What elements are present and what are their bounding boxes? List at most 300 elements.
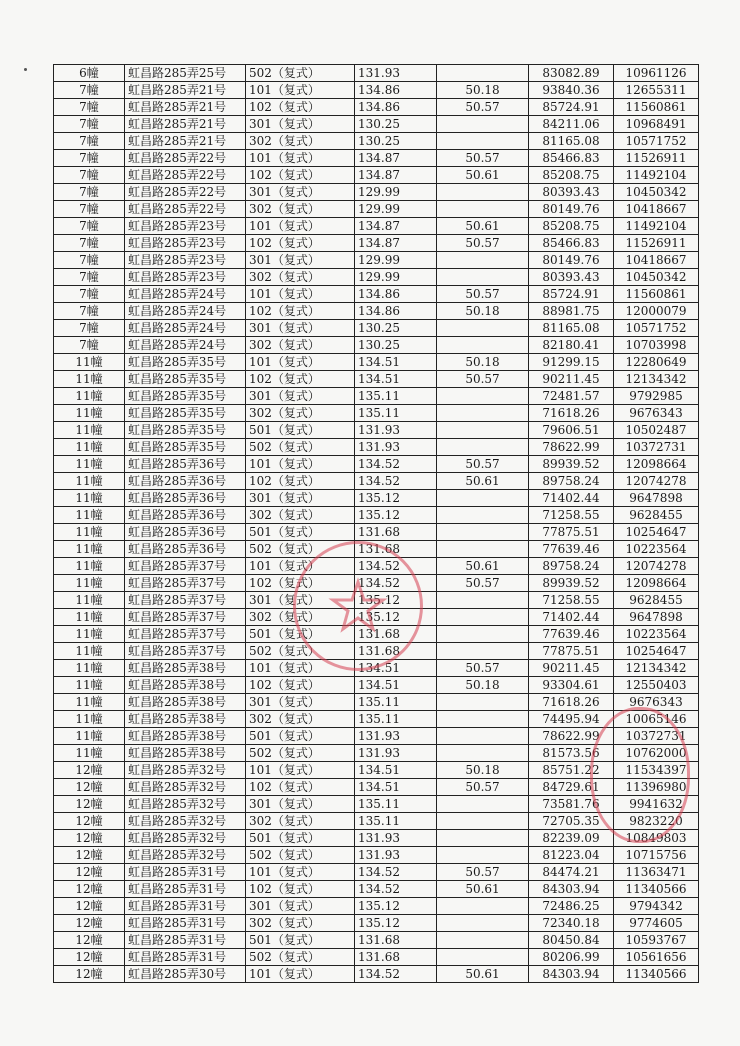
unit-cell: 302（复式） xyxy=(246,405,355,422)
table-row xyxy=(54,660,699,677)
unit-cell: 302（复式） xyxy=(246,269,355,286)
total-price-cell: 11492104 xyxy=(614,218,699,235)
table-row xyxy=(54,847,699,864)
table-row xyxy=(54,473,699,490)
area-cell: 134.86 xyxy=(355,82,437,99)
building-cell: 11幢 xyxy=(54,609,125,626)
building-cell: 7幢 xyxy=(54,218,125,235)
unit-price-cell: 72340.18 xyxy=(529,915,614,932)
total-price-cell: 11492104 xyxy=(614,167,699,184)
table-row xyxy=(54,99,699,116)
building-cell: 7幢 xyxy=(54,116,125,133)
extra-area-cell xyxy=(437,592,529,609)
unit-price-cell: 91299.15 xyxy=(529,354,614,371)
building-cell: 7幢 xyxy=(54,82,125,99)
total-price-cell: 12655311 xyxy=(614,82,699,99)
table-row xyxy=(54,286,699,303)
unit-price-cell: 81573.56 xyxy=(529,745,614,762)
total-price-cell: 11340566 xyxy=(614,881,699,898)
unit-cell: 302（复式） xyxy=(246,337,355,354)
extra-area-cell xyxy=(437,847,529,864)
area-cell: 134.52 xyxy=(355,558,437,575)
unit-cell: 302（复式） xyxy=(246,507,355,524)
unit-cell: 502（复式） xyxy=(246,745,355,762)
building-cell: 11幢 xyxy=(54,507,125,524)
extra-area-cell: 50.57 xyxy=(437,235,529,252)
address-cell: 虹昌路285弄35号 xyxy=(125,439,246,456)
unit-price-cell: 83082.89 xyxy=(529,65,614,82)
unit-price-cell: 71618.26 xyxy=(529,694,614,711)
building-cell: 11幢 xyxy=(54,558,125,575)
extra-area-cell xyxy=(437,626,529,643)
building-cell: 11幢 xyxy=(54,490,125,507)
area-cell: 134.51 xyxy=(355,677,437,694)
area-cell: 134.87 xyxy=(355,167,437,184)
address-cell: 虹昌路285弄38号 xyxy=(125,711,246,728)
building-cell: 12幢 xyxy=(54,796,125,813)
address-cell: 虹昌路285弄36号 xyxy=(125,524,246,541)
unit-cell: 502（复式） xyxy=(246,439,355,456)
unit-price-cell: 90211.45 xyxy=(529,371,614,388)
total-price-cell: 10502487 xyxy=(614,422,699,439)
area-cell: 130.25 xyxy=(355,133,437,150)
table-row xyxy=(54,711,699,728)
total-price-cell: 10254647 xyxy=(614,524,699,541)
address-cell: 虹昌路285弄36号 xyxy=(125,541,246,558)
unit-price-cell: 71618.26 xyxy=(529,405,614,422)
table-row xyxy=(54,422,699,439)
table-row xyxy=(54,881,699,898)
building-cell: 6幢 xyxy=(54,65,125,82)
building-cell: 12幢 xyxy=(54,915,125,932)
extra-area-cell xyxy=(437,915,529,932)
table-row xyxy=(54,303,699,320)
building-cell: 11幢 xyxy=(54,711,125,728)
table-row xyxy=(54,133,699,150)
total-price-cell: 10762000 xyxy=(614,745,699,762)
total-price-cell: 12280649 xyxy=(614,354,699,371)
address-cell: 虹昌路285弄32号 xyxy=(125,762,246,779)
total-price-cell: 9941632 xyxy=(614,796,699,813)
extra-area-cell xyxy=(437,490,529,507)
table-row xyxy=(54,779,699,796)
address-cell: 虹昌路285弄38号 xyxy=(125,677,246,694)
extra-area-cell xyxy=(437,507,529,524)
address-cell: 虹昌路285弄30号 xyxy=(125,966,246,983)
table-row xyxy=(54,65,699,82)
unit-price-cell: 71402.44 xyxy=(529,609,614,626)
extra-area-cell xyxy=(437,388,529,405)
total-price-cell: 12134342 xyxy=(614,660,699,677)
total-price-cell: 10065146 xyxy=(614,711,699,728)
area-cell: 130.25 xyxy=(355,337,437,354)
total-price-cell: 11363471 xyxy=(614,864,699,881)
area-cell: 131.68 xyxy=(355,949,437,966)
area-cell: 135.12 xyxy=(355,507,437,524)
unit-cell: 102（复式） xyxy=(246,235,355,252)
area-cell: 134.51 xyxy=(355,779,437,796)
total-price-cell: 9774605 xyxy=(614,915,699,932)
total-price-cell: 10223564 xyxy=(614,626,699,643)
area-cell: 134.51 xyxy=(355,371,437,388)
extra-area-cell xyxy=(437,252,529,269)
area-cell: 134.52 xyxy=(355,473,437,490)
building-cell: 11幢 xyxy=(54,575,125,592)
unit-price-cell: 80393.43 xyxy=(529,184,614,201)
total-price-cell: 9647898 xyxy=(614,490,699,507)
extra-area-cell xyxy=(437,728,529,745)
unit-cell: 302（复式） xyxy=(246,813,355,830)
area-cell: 131.93 xyxy=(355,439,437,456)
unit-price-cell: 85208.75 xyxy=(529,218,614,235)
unit-price-cell: 90211.45 xyxy=(529,660,614,677)
unit-cell: 301（复式） xyxy=(246,694,355,711)
unit-cell: 101（复式） xyxy=(246,864,355,881)
address-cell: 虹昌路285弄31号 xyxy=(125,898,246,915)
unit-cell: 501（复式） xyxy=(246,626,355,643)
unit-price-cell: 77875.51 xyxy=(529,643,614,660)
address-cell: 虹昌路285弄38号 xyxy=(125,728,246,745)
table-row xyxy=(54,82,699,99)
price-list-table xyxy=(53,64,699,983)
unit-price-cell: 81223.04 xyxy=(529,847,614,864)
table-row xyxy=(54,235,699,252)
unit-cell: 102（复式） xyxy=(246,371,355,388)
extra-area-cell: 50.57 xyxy=(437,150,529,167)
extra-area-cell xyxy=(437,541,529,558)
table-row xyxy=(54,201,699,218)
total-price-cell: 11560861 xyxy=(614,286,699,303)
area-cell: 134.51 xyxy=(355,660,437,677)
table-row xyxy=(54,167,699,184)
area-cell: 135.12 xyxy=(355,915,437,932)
building-cell: 12幢 xyxy=(54,847,125,864)
building-cell: 11幢 xyxy=(54,643,125,660)
total-price-cell: 11340566 xyxy=(614,966,699,983)
unit-price-cell: 84303.94 xyxy=(529,881,614,898)
building-cell: 11幢 xyxy=(54,405,125,422)
table-row xyxy=(54,439,699,456)
address-cell: 虹昌路285弄24号 xyxy=(125,286,246,303)
total-price-cell: 10849803 xyxy=(614,830,699,847)
unit-cell: 102（复式） xyxy=(246,677,355,694)
unit-cell: 502（复式） xyxy=(246,949,355,966)
address-cell: 虹昌路285弄35号 xyxy=(125,388,246,405)
unit-price-cell: 80149.76 xyxy=(529,201,614,218)
address-cell: 虹昌路285弄21号 xyxy=(125,82,246,99)
extra-area-cell: 50.18 xyxy=(437,303,529,320)
building-cell: 11幢 xyxy=(54,694,125,711)
address-cell: 虹昌路285弄36号 xyxy=(125,473,246,490)
unit-price-cell: 81165.08 xyxy=(529,320,614,337)
building-cell: 7幢 xyxy=(54,269,125,286)
extra-area-cell xyxy=(437,116,529,133)
building-cell: 7幢 xyxy=(54,184,125,201)
unit-price-cell: 72705.35 xyxy=(529,813,614,830)
address-cell: 虹昌路285弄38号 xyxy=(125,660,246,677)
total-price-cell: 11534397 xyxy=(614,762,699,779)
total-price-cell: 10703998 xyxy=(614,337,699,354)
area-cell: 135.11 xyxy=(355,796,437,813)
building-cell: 11幢 xyxy=(54,745,125,762)
address-cell: 虹昌路285弄21号 xyxy=(125,99,246,116)
unit-price-cell: 89939.52 xyxy=(529,575,614,592)
extra-area-cell xyxy=(437,932,529,949)
extra-area-cell xyxy=(437,524,529,541)
table-row xyxy=(54,184,699,201)
address-cell: 虹昌路285弄22号 xyxy=(125,167,246,184)
table-row xyxy=(54,830,699,847)
address-cell: 虹昌路285弄23号 xyxy=(125,269,246,286)
address-cell: 虹昌路285弄37号 xyxy=(125,575,246,592)
building-cell: 7幢 xyxy=(54,150,125,167)
unit-cell: 502（复式） xyxy=(246,847,355,864)
address-cell: 虹昌路285弄25号 xyxy=(125,65,246,82)
unit-cell: 301（复式） xyxy=(246,320,355,337)
total-price-cell: 10450342 xyxy=(614,269,699,286)
total-price-cell: 9823220 xyxy=(614,813,699,830)
unit-price-cell: 74495.94 xyxy=(529,711,614,728)
area-cell: 129.99 xyxy=(355,252,437,269)
unit-cell: 302（复式） xyxy=(246,133,355,150)
total-price-cell: 11526911 xyxy=(614,235,699,252)
building-cell: 11幢 xyxy=(54,473,125,490)
building-cell: 11幢 xyxy=(54,728,125,745)
table-row xyxy=(54,116,699,133)
address-cell: 虹昌路285弄35号 xyxy=(125,354,246,371)
address-cell: 虹昌路285弄37号 xyxy=(125,609,246,626)
extra-area-cell xyxy=(437,422,529,439)
total-price-cell: 12074278 xyxy=(614,558,699,575)
address-cell: 虹昌路285弄38号 xyxy=(125,694,246,711)
building-cell: 12幢 xyxy=(54,864,125,881)
total-price-cell: 10968491 xyxy=(614,116,699,133)
extra-area-cell xyxy=(437,439,529,456)
table-row xyxy=(54,796,699,813)
total-price-cell: 10571752 xyxy=(614,133,699,150)
building-cell: 7幢 xyxy=(54,303,125,320)
extra-area-cell: 50.57 xyxy=(437,286,529,303)
extra-area-cell: 50.57 xyxy=(437,456,529,473)
area-cell: 134.52 xyxy=(355,575,437,592)
address-cell: 虹昌路285弄24号 xyxy=(125,320,246,337)
building-cell: 12幢 xyxy=(54,932,125,949)
table-row xyxy=(54,150,699,167)
unit-price-cell: 93304.61 xyxy=(529,677,614,694)
table-row xyxy=(54,762,699,779)
area-cell: 135.12 xyxy=(355,609,437,626)
unit-price-cell: 85724.91 xyxy=(529,99,614,116)
table-row xyxy=(54,388,699,405)
unit-cell: 501（复式） xyxy=(246,830,355,847)
unit-price-cell: 77639.46 xyxy=(529,626,614,643)
table-row xyxy=(54,252,699,269)
total-price-cell: 10372731 xyxy=(614,439,699,456)
address-cell: 虹昌路285弄31号 xyxy=(125,915,246,932)
table-row xyxy=(54,932,699,949)
unit-cell: 101（复式） xyxy=(246,558,355,575)
area-cell: 134.86 xyxy=(355,303,437,320)
total-price-cell: 10223564 xyxy=(614,541,699,558)
total-price-cell: 10715756 xyxy=(614,847,699,864)
building-cell: 7幢 xyxy=(54,286,125,303)
address-cell: 虹昌路285弄37号 xyxy=(125,558,246,575)
unit-price-cell: 82180.41 xyxy=(529,337,614,354)
building-cell: 11幢 xyxy=(54,541,125,558)
scan-dot xyxy=(24,68,27,71)
extra-area-cell xyxy=(437,796,529,813)
extra-area-cell: 50.57 xyxy=(437,779,529,796)
unit-price-cell: 84303.94 xyxy=(529,966,614,983)
unit-price-cell: 85751.22 xyxy=(529,762,614,779)
area-cell: 131.93 xyxy=(355,847,437,864)
building-cell: 12幢 xyxy=(54,813,125,830)
extra-area-cell: 50.18 xyxy=(437,82,529,99)
address-cell: 虹昌路285弄35号 xyxy=(125,405,246,422)
area-cell: 134.87 xyxy=(355,150,437,167)
extra-area-cell xyxy=(437,898,529,915)
address-cell: 虹昌路285弄24号 xyxy=(125,337,246,354)
unit-cell: 102（复式） xyxy=(246,473,355,490)
total-price-cell: 10450342 xyxy=(614,184,699,201)
extra-area-cell xyxy=(437,609,529,626)
unit-cell: 501（复式） xyxy=(246,728,355,745)
area-cell: 131.68 xyxy=(355,643,437,660)
unit-cell: 102（复式） xyxy=(246,779,355,796)
total-price-cell: 9676343 xyxy=(614,694,699,711)
unit-cell: 101（复式） xyxy=(246,82,355,99)
extra-area-cell xyxy=(437,320,529,337)
building-cell: 12幢 xyxy=(54,881,125,898)
address-cell: 虹昌路285弄31号 xyxy=(125,864,246,881)
extra-area-cell: 50.57 xyxy=(437,575,529,592)
unit-cell: 102（复式） xyxy=(246,303,355,320)
address-cell: 虹昌路285弄32号 xyxy=(125,779,246,796)
address-cell: 虹昌路285弄21号 xyxy=(125,133,246,150)
total-price-cell: 9792985 xyxy=(614,388,699,405)
total-price-cell: 10571752 xyxy=(614,320,699,337)
unit-price-cell: 77639.46 xyxy=(529,541,614,558)
area-cell: 131.68 xyxy=(355,626,437,643)
area-cell: 131.68 xyxy=(355,541,437,558)
building-cell: 7幢 xyxy=(54,320,125,337)
total-price-cell: 11396980 xyxy=(614,779,699,796)
unit-cell: 302（复式） xyxy=(246,609,355,626)
unit-price-cell: 84474.21 xyxy=(529,864,614,881)
building-cell: 12幢 xyxy=(54,830,125,847)
area-cell: 131.68 xyxy=(355,932,437,949)
total-price-cell: 10418667 xyxy=(614,201,699,218)
unit-cell: 101（复式） xyxy=(246,286,355,303)
table-row xyxy=(54,524,699,541)
total-price-cell: 12098664 xyxy=(614,456,699,473)
unit-price-cell: 85466.83 xyxy=(529,150,614,167)
total-price-cell: 12098664 xyxy=(614,575,699,592)
table-row xyxy=(54,592,699,609)
extra-area-cell xyxy=(437,405,529,422)
extra-area-cell: 50.18 xyxy=(437,762,529,779)
table-row xyxy=(54,541,699,558)
building-cell: 11幢 xyxy=(54,422,125,439)
extra-area-cell xyxy=(437,269,529,286)
unit-cell: 101（复式） xyxy=(246,354,355,371)
area-cell: 135.11 xyxy=(355,388,437,405)
unit-price-cell: 89939.52 xyxy=(529,456,614,473)
unit-cell: 502（复式） xyxy=(246,65,355,82)
unit-price-cell: 72481.57 xyxy=(529,388,614,405)
address-cell: 虹昌路285弄38号 xyxy=(125,745,246,762)
extra-area-cell: 50.57 xyxy=(437,660,529,677)
total-price-cell: 11560861 xyxy=(614,99,699,116)
extra-area-cell: 50.57 xyxy=(437,864,529,881)
table-row xyxy=(54,643,699,660)
unit-price-cell: 71402.44 xyxy=(529,490,614,507)
total-price-cell: 10254647 xyxy=(614,643,699,660)
unit-cell: 102（复式） xyxy=(246,167,355,184)
address-cell: 虹昌路285弄31号 xyxy=(125,932,246,949)
unit-price-cell: 72486.25 xyxy=(529,898,614,915)
extra-area-cell: 50.61 xyxy=(437,473,529,490)
extra-area-cell: 50.61 xyxy=(437,558,529,575)
address-cell: 虹昌路285弄21号 xyxy=(125,116,246,133)
building-cell: 11幢 xyxy=(54,660,125,677)
unit-cell: 102（复式） xyxy=(246,99,355,116)
unit-price-cell: 85208.75 xyxy=(529,167,614,184)
table-row xyxy=(54,320,699,337)
unit-cell: 301（复式） xyxy=(246,796,355,813)
area-cell: 135.11 xyxy=(355,813,437,830)
area-cell: 129.99 xyxy=(355,269,437,286)
unit-cell: 102（复式） xyxy=(246,575,355,592)
area-cell: 131.93 xyxy=(355,830,437,847)
address-cell: 虹昌路285弄36号 xyxy=(125,507,246,524)
building-cell: 12幢 xyxy=(54,898,125,915)
table-row xyxy=(54,694,699,711)
table-row xyxy=(54,966,699,983)
unit-price-cell: 77875.51 xyxy=(529,524,614,541)
area-cell: 134.87 xyxy=(355,235,437,252)
building-cell: 11幢 xyxy=(54,439,125,456)
unit-cell: 101（复式） xyxy=(246,762,355,779)
unit-cell: 301（复式） xyxy=(246,490,355,507)
unit-price-cell: 84211.06 xyxy=(529,116,614,133)
building-cell: 11幢 xyxy=(54,354,125,371)
total-price-cell: 12000079 xyxy=(614,303,699,320)
total-price-cell: 12074278 xyxy=(614,473,699,490)
extra-area-cell xyxy=(437,694,529,711)
address-cell: 虹昌路285弄37号 xyxy=(125,626,246,643)
building-cell: 11幢 xyxy=(54,456,125,473)
address-cell: 虹昌路285弄32号 xyxy=(125,847,246,864)
total-price-cell: 10561656 xyxy=(614,949,699,966)
unit-cell: 101（复式） xyxy=(246,456,355,473)
table-row xyxy=(54,507,699,524)
address-cell: 虹昌路285弄22号 xyxy=(125,184,246,201)
table-row xyxy=(54,354,699,371)
unit-price-cell: 93840.36 xyxy=(529,82,614,99)
building-cell: 11幢 xyxy=(54,388,125,405)
table-row xyxy=(54,405,699,422)
area-cell: 131.93 xyxy=(355,65,437,82)
unit-cell: 302（复式） xyxy=(246,711,355,728)
building-cell: 12幢 xyxy=(54,762,125,779)
building-cell: 7幢 xyxy=(54,337,125,354)
area-cell: 134.52 xyxy=(355,966,437,983)
address-cell: 虹昌路285弄32号 xyxy=(125,796,246,813)
table-row xyxy=(54,269,699,286)
total-price-cell: 9628455 xyxy=(614,592,699,609)
address-cell: 虹昌路285弄32号 xyxy=(125,813,246,830)
